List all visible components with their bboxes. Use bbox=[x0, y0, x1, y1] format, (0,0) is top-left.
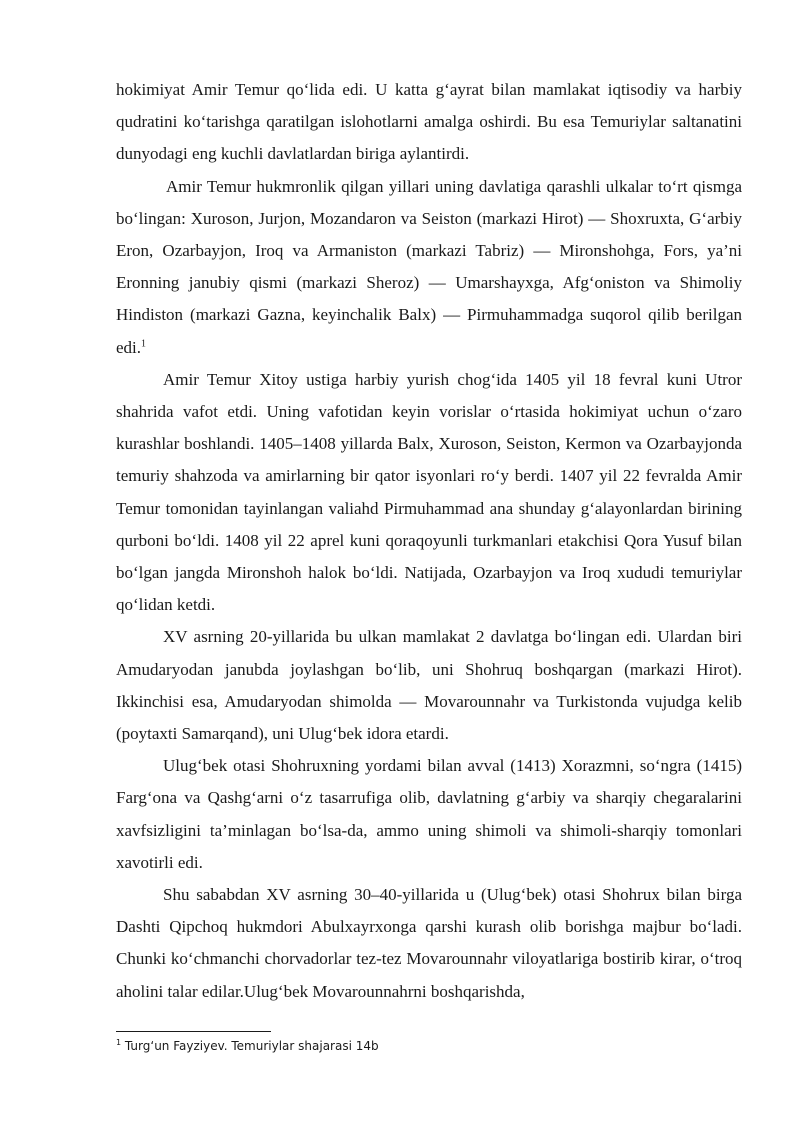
paragraph: XV asrning 20-yillarida bu ulkan mamlakat 2 davlatga bo‘lingan edi. Ulardan biri Amudaryodan janubda joylashgan bo‘lib, uni Shohruq boshqargan (markazi Hirot). Ikkinchisi esa, Amudaryodan shimolda — Movarounnahr va Turkistonda vujudga kelib (poytaxti Samarqand), uni Ulug‘bek idora etardi. bbox=[116, 627, 742, 744]
paragraph: hokimiyat Amir Temur qo‘lida edi. U katta g‘ayrat bilan mamlakat iqtisodiy va harbiy qudratini ko‘tarishga qaratilgan islohotlarni amalga oshirdi. Bu esa Temuriylar saltanatini dunyodagi eng kuchli davlatlardan biriga aylantirdi. bbox=[116, 80, 742, 164]
footnote bbox=[116, 1038, 379, 1054]
paragraph: Amir Temur hukmronlik qilgan yillari uning davlatiga qarashli ulkalar to‘rt qismga bo‘lingan: Xuroson, Jurjon, Mozandaron va Seiston (markazi Hirot) — Shoxruxta, G‘arbiy Eron, Ozarbayjon, Iroq va Armaniston (markazi Tabriz) — Mironshohga, Fors, ya’ni Eronning janubiy qismi (markazi Sheroz) — Umarshayxga, Afg‘oniston va Shimoliy Hindiston (markazi Gazna, keyinchalik Balx) — Pirmuhammadga suqorol qilib berilgan edi.$^1$ bbox=[116, 176, 742, 357]
paragraph: Shu sababdan XV asrning 30–40-yillarida u (Ulug‘bek) otasi Shohrux bilan birga Dashti Qipchoq hukmdori Abulxayrxonga qarshi kurash olib borishga majbur bo‘ladi. Chunki ko‘chmanchi chorvadorlar tez-tez Movarounnahr viloyatlariga bostirib kirar, o‘troq aholini talar edilar.Ulug‘bek Movarounnahrni boshqarishda, bbox=[116, 885, 742, 1001]
footnote-text: Turg‘un Fayziyev. Temuriylar shajarasi 14b bbox=[124, 1039, 379, 1053]
footnote-reference[interactable]: 1 bbox=[141, 337, 147, 349]
footnote-number: 1 bbox=[116, 1038, 122, 1047]
paragraph: Amir Temur Xitoy ustiga harbiy yurish chog‘ida 1405 yil 18 fevral kuni Utror shahrida vafot etdi. Uning vafotidan keyin vorislar o‘rtasida hokimiyat uchun o‘zaro kurashlar boshlandi. 1405–1408 yillarda Balx, Xuroson, Seiston, Kermon va Ozarbayjonda temuriy shahzoda va amirlarning bir qator isyonlari ro‘y berdi. 1407 yil 22 fevralda Amir Temur tomonidan tayinlangan valiahd Pirmuhammad ana shunday g‘alayonlardan birining qurboni bo‘ldi. 1408 yil 22 aprel kuni qoraqoyunli turkmanlari etakchisi Qora Yusuf bilan bo‘lgan jangda Mironshoh halok bo‘ldi. Natijada, Ozarbayjon va Iroq xududi temuriylar qo‘lidan ketdi. bbox=[116, 369, 742, 615]
paragraph: Ulug‘bek otasi Shohruxning yordami bilan avval (1413) Xorazmni, so‘ngra (1415) Farg‘ona va Qashg‘arni o‘z tasarrufiga olib, davlatning g‘arbiy va sharqiy chegaralarini xavfsizligini ta’minlagan bo‘lsa-da, ammo uning shimoli va shimoli-sharqiy tomonlari xavotirli edi. bbox=[116, 756, 742, 872]
footnote-divider bbox=[116, 1031, 271, 1032]
body-text bbox=[116, 74, 742, 1008]
